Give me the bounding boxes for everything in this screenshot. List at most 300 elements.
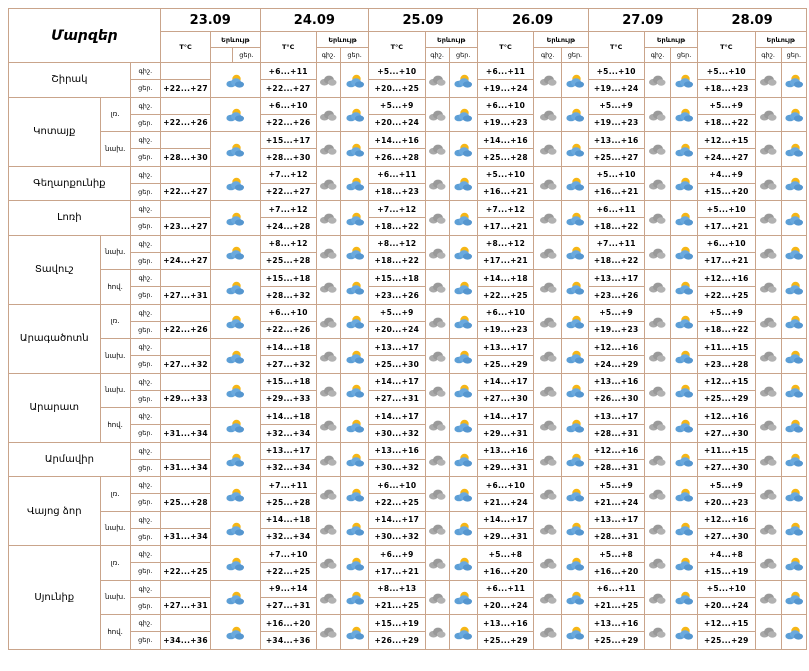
weather-icon-cell bbox=[316, 580, 340, 615]
temperature-cell: +5...+9 bbox=[369, 304, 425, 321]
weather-icon-cell bbox=[644, 442, 670, 477]
cloud-icon bbox=[319, 524, 337, 535]
sun-cloud-icon bbox=[453, 488, 473, 502]
weather-icon-cell bbox=[755, 546, 781, 581]
weather-icon-cell bbox=[425, 304, 449, 339]
night-subheader: գիշ. bbox=[425, 48, 449, 63]
temperature-cell: +5...+10 bbox=[477, 166, 533, 183]
weather-icon-cell bbox=[449, 511, 477, 546]
sun-cloud-icon bbox=[225, 384, 245, 398]
period-label: գիշ. bbox=[130, 373, 160, 390]
period-label: գիշ. bbox=[130, 166, 160, 183]
cloud-icon bbox=[319, 420, 337, 431]
weather-icon-cell bbox=[316, 339, 340, 374]
period-label: ցեր. bbox=[130, 597, 160, 614]
sun-cloud-icon bbox=[784, 74, 804, 88]
date-header: 25.09 bbox=[369, 9, 478, 32]
weather-icon-cell bbox=[755, 166, 781, 201]
temperature-cell: +21...+25 bbox=[588, 597, 644, 614]
temperature-cell: +27...+31 bbox=[160, 597, 210, 614]
sun-cloud-icon bbox=[674, 384, 694, 398]
weather-icon-cell bbox=[671, 373, 698, 408]
temperature-cell: +18...+22 bbox=[369, 218, 425, 235]
sun-cloud-icon bbox=[784, 350, 804, 364]
cloud-icon bbox=[759, 317, 777, 328]
weather-icon-cell bbox=[316, 63, 340, 98]
cloud-icon bbox=[428, 317, 446, 328]
temperature-cell bbox=[160, 615, 210, 632]
temperature-cell: +25...+29 bbox=[477, 632, 533, 649]
temperature-cell: +30...+32 bbox=[369, 425, 425, 442]
cloud-icon bbox=[319, 351, 337, 362]
temperature-cell bbox=[160, 304, 210, 321]
subregion-label: հով. bbox=[100, 270, 130, 305]
weather-icon-cell bbox=[534, 166, 562, 201]
temperature-cell: +9...+14 bbox=[260, 580, 316, 597]
temperature-cell: +28...+30 bbox=[160, 149, 210, 166]
weather-icon-cell bbox=[781, 511, 806, 546]
sun-cloud-icon bbox=[345, 108, 365, 122]
period-label: ցեր. bbox=[130, 80, 160, 97]
sun-cloud-icon bbox=[674, 246, 694, 260]
weather-icon-cell bbox=[644, 408, 670, 443]
sun-cloud-icon bbox=[784, 488, 804, 502]
temperature-cell: +14...+17 bbox=[369, 408, 425, 425]
temperature-cell bbox=[160, 63, 210, 80]
weather-icon-cell bbox=[341, 580, 369, 615]
weather-icon-cell bbox=[449, 442, 477, 477]
cloud-icon bbox=[539, 213, 557, 224]
cloud-icon bbox=[428, 144, 446, 155]
cloud-icon bbox=[759, 179, 777, 190]
temperature-cell: +6...+11 bbox=[477, 580, 533, 597]
weather-icon-cell bbox=[425, 408, 449, 443]
sun-cloud-icon bbox=[565, 246, 585, 260]
weather-icon-cell bbox=[534, 408, 562, 443]
temperature-cell: +5...+9 bbox=[588, 304, 644, 321]
sun-cloud-icon bbox=[225, 143, 245, 157]
temperature-cell: +32...+34 bbox=[260, 528, 316, 545]
weather-icon-cell bbox=[211, 408, 260, 443]
cloud-icon bbox=[319, 317, 337, 328]
temperature-cell: +18...+23 bbox=[698, 80, 755, 97]
cloud-icon bbox=[319, 179, 337, 190]
subregion-label: նախ. bbox=[100, 580, 130, 615]
temperature-cell: +29...+31 bbox=[477, 459, 533, 476]
temperature-cell: +8...+12 bbox=[369, 235, 425, 252]
cloud-icon bbox=[648, 593, 666, 604]
temperature-cell: +5...+8 bbox=[588, 546, 644, 563]
weather-icon-cell bbox=[534, 511, 562, 546]
weather-icon-cell bbox=[671, 270, 698, 305]
temperature-cell: +17...+21 bbox=[369, 563, 425, 580]
temperature-cell: +25...+28 bbox=[260, 252, 316, 269]
cloud-icon bbox=[319, 489, 337, 500]
cloud-icon bbox=[428, 420, 446, 431]
temp-header: T°C bbox=[260, 32, 316, 63]
temperature-cell: +25...+28 bbox=[160, 494, 210, 511]
temperature-cell: +14...+17 bbox=[477, 408, 533, 425]
sun-cloud-icon bbox=[453, 453, 473, 467]
sun-cloud-icon bbox=[674, 453, 694, 467]
weather-icon-cell bbox=[781, 132, 806, 167]
weather-icon-cell bbox=[562, 615, 588, 650]
temperature-cell: +14...+17 bbox=[369, 511, 425, 528]
weather-icon-cell bbox=[644, 201, 670, 236]
weather-icon-cell bbox=[425, 63, 449, 98]
sun-cloud-icon bbox=[345, 591, 365, 605]
temperature-cell: +12...+15 bbox=[698, 132, 755, 149]
period-label: ցեր. bbox=[130, 494, 160, 511]
temperature-cell bbox=[160, 373, 210, 390]
weather-icon-cell bbox=[316, 477, 340, 512]
weather-icon-cell bbox=[341, 615, 369, 650]
night-subheader: գիշ. bbox=[534, 48, 562, 63]
cloud-icon bbox=[759, 627, 777, 638]
subregion-label: հով. bbox=[100, 615, 130, 650]
temperature-cell bbox=[160, 511, 210, 528]
temperature-cell: +14...+18 bbox=[260, 511, 316, 528]
weather-icon-cell bbox=[562, 339, 588, 374]
weather-icon-cell bbox=[449, 546, 477, 581]
sun-cloud-icon bbox=[565, 74, 585, 88]
temperature-cell: +6...+10 bbox=[260, 304, 316, 321]
temperature-cell: +12...+16 bbox=[698, 408, 755, 425]
temperature-cell: +24...+27 bbox=[698, 149, 755, 166]
period-label: ցեր. bbox=[130, 149, 160, 166]
period-label: ցեր. bbox=[130, 356, 160, 373]
weather-icon-cell bbox=[341, 270, 369, 305]
table-row bbox=[9, 166, 807, 183]
weather-icon-cell bbox=[755, 132, 781, 167]
temperature-cell: +27...+30 bbox=[477, 390, 533, 407]
sun-cloud-icon bbox=[453, 350, 473, 364]
cloud-icon bbox=[539, 144, 557, 155]
table-row bbox=[9, 408, 807, 425]
period-label: գիշ. bbox=[130, 339, 160, 356]
sun-cloud-icon bbox=[345, 384, 365, 398]
temperature-cell: +23...+27 bbox=[160, 218, 210, 235]
temperature-cell: +19...+23 bbox=[477, 321, 533, 338]
weather-icon-cell bbox=[644, 235, 670, 270]
weather-icon-cell bbox=[316, 511, 340, 546]
period-label: գիշ. bbox=[130, 408, 160, 425]
cloud-icon bbox=[539, 455, 557, 466]
sun-cloud-icon bbox=[565, 557, 585, 571]
weather-icon-cell bbox=[644, 63, 670, 98]
temperature-cell: +5...+10 bbox=[698, 580, 755, 597]
temperature-cell: +22...+27 bbox=[160, 183, 210, 200]
weather-icon-cell bbox=[562, 511, 588, 546]
weather-icon-cell bbox=[341, 373, 369, 408]
cloud-icon bbox=[319, 558, 337, 569]
period-label: գիշ. bbox=[130, 201, 160, 218]
sun-cloud-icon bbox=[674, 315, 694, 329]
sun-cloud-icon bbox=[225, 557, 245, 571]
temperature-cell: +15...+20 bbox=[698, 183, 755, 200]
region-name: Շիրակ bbox=[9, 63, 131, 98]
temperature-cell: +22...+25 bbox=[369, 494, 425, 511]
temperature-cell: +12...+16 bbox=[698, 511, 755, 528]
weather-icon-cell bbox=[755, 235, 781, 270]
weather-icon-cell bbox=[316, 201, 340, 236]
cloud-icon bbox=[759, 144, 777, 155]
sun-cloud-icon bbox=[345, 281, 365, 295]
cloud-icon bbox=[759, 420, 777, 431]
weather-icon-cell bbox=[341, 166, 369, 201]
temperature-cell: +25...+29 bbox=[698, 390, 755, 407]
weather-icon-cell bbox=[562, 442, 588, 477]
temperature-cell: +20...+23 bbox=[698, 494, 755, 511]
weather-icon-cell bbox=[562, 97, 588, 132]
temperature-cell: +19...+23 bbox=[477, 114, 533, 131]
weather-icon-cell bbox=[781, 235, 806, 270]
sun-cloud-icon bbox=[565, 108, 585, 122]
weather-icon-cell bbox=[644, 132, 670, 167]
sun-cloud-icon bbox=[565, 522, 585, 536]
weather-icon-cell bbox=[449, 339, 477, 374]
region-name: Վայոց ձոր bbox=[9, 477, 101, 546]
temperature-cell: +22...+25 bbox=[160, 563, 210, 580]
weather-icon-cell bbox=[671, 132, 698, 167]
cloud-icon bbox=[428, 110, 446, 121]
period-label: ցեր. bbox=[130, 425, 160, 442]
temperature-cell bbox=[160, 235, 210, 252]
temperature-cell: +27...+30 bbox=[698, 459, 755, 476]
temperature-cell: +30...+32 bbox=[369, 459, 425, 476]
sun-cloud-icon bbox=[784, 384, 804, 398]
temperature-cell: +8...+12 bbox=[260, 235, 316, 252]
temperature-cell: +12...+15 bbox=[698, 373, 755, 390]
sun-cloud-icon bbox=[784, 453, 804, 467]
temperature-cell: +17...+21 bbox=[477, 252, 533, 269]
temperature-cell bbox=[160, 408, 210, 425]
cloud-icon bbox=[759, 558, 777, 569]
weather-icon-cell bbox=[644, 580, 670, 615]
weather-icon-cell bbox=[781, 304, 806, 339]
temperature-cell: +7...+12 bbox=[260, 166, 316, 183]
weather-icon-cell bbox=[425, 97, 449, 132]
weather-icon-cell bbox=[425, 615, 449, 650]
cloud-icon bbox=[428, 386, 446, 397]
sun-cloud-icon bbox=[225, 350, 245, 364]
sun-cloud-icon bbox=[565, 281, 585, 295]
subregion-label: նախ. bbox=[100, 339, 130, 374]
cloud-icon bbox=[319, 213, 337, 224]
weather-icon-cell bbox=[534, 580, 562, 615]
cloud-icon bbox=[648, 627, 666, 638]
temperature-cell: +23...+26 bbox=[369, 287, 425, 304]
weather-icon-cell bbox=[425, 166, 449, 201]
weather-icon-cell bbox=[425, 132, 449, 167]
weather-icon-cell bbox=[644, 270, 670, 305]
weather-icon-cell bbox=[781, 373, 806, 408]
sun-cloud-icon bbox=[784, 315, 804, 329]
temperature-cell: +20...+24 bbox=[369, 114, 425, 131]
temperature-cell: +14...+17 bbox=[477, 373, 533, 390]
cloud-icon bbox=[759, 489, 777, 500]
temperature-cell: +26...+28 bbox=[369, 149, 425, 166]
cloud-icon bbox=[539, 386, 557, 397]
temperature-cell: +27...+31 bbox=[260, 597, 316, 614]
sun-cloud-icon bbox=[225, 488, 245, 502]
cloud-icon bbox=[428, 248, 446, 259]
temperature-cell: +25...+29 bbox=[588, 632, 644, 649]
sun-cloud-icon bbox=[565, 453, 585, 467]
table-row bbox=[9, 270, 807, 287]
weather-icon-cell bbox=[781, 546, 806, 581]
cloud-icon bbox=[648, 524, 666, 535]
sun-cloud-icon bbox=[784, 281, 804, 295]
cloud-icon bbox=[319, 144, 337, 155]
temperature-cell: +6...+11 bbox=[588, 580, 644, 597]
sun-cloud-icon bbox=[674, 108, 694, 122]
sun-cloud-icon bbox=[784, 626, 804, 640]
sun-cloud-icon bbox=[674, 74, 694, 88]
weather-icon-cell bbox=[644, 511, 670, 546]
cloud-icon bbox=[428, 179, 446, 190]
temperature-cell: +14...+18 bbox=[260, 408, 316, 425]
cloud-icon bbox=[648, 144, 666, 155]
sun-cloud-icon bbox=[674, 557, 694, 571]
period-label: ցեր. bbox=[130, 287, 160, 304]
weather-icon-cell bbox=[755, 201, 781, 236]
temperature-cell: +32...+34 bbox=[260, 459, 316, 476]
sun-cloud-icon bbox=[345, 143, 365, 157]
temperature-cell: +5...+10 bbox=[369, 63, 425, 80]
night-subheader: գիշ. bbox=[316, 48, 340, 63]
weather-icon-cell bbox=[316, 408, 340, 443]
region-name: Գեղարքունիք bbox=[9, 166, 131, 201]
weather-icon-cell bbox=[644, 339, 670, 374]
weather-icon-cell bbox=[671, 201, 698, 236]
table-row bbox=[9, 442, 807, 459]
temp-header: T°C bbox=[588, 32, 644, 63]
night-subheader: գիշ. bbox=[644, 48, 670, 63]
phen-header: Երևույթ bbox=[211, 32, 260, 48]
temperature-cell: +13...+17 bbox=[369, 339, 425, 356]
sun-cloud-icon bbox=[345, 522, 365, 536]
temperature-cell: +5...+9 bbox=[588, 97, 644, 114]
temperature-cell bbox=[160, 201, 210, 218]
temperature-cell: +22...+25 bbox=[260, 563, 316, 580]
date-header: 28.09 bbox=[698, 9, 807, 32]
temperature-cell bbox=[160, 166, 210, 183]
temperature-cell: +15...+18 bbox=[260, 373, 316, 390]
sun-cloud-icon bbox=[225, 281, 245, 295]
temperature-cell: +6...+11 bbox=[369, 166, 425, 183]
sun-cloud-icon bbox=[345, 177, 365, 191]
sun-cloud-icon bbox=[565, 626, 585, 640]
period-label: գիշ. bbox=[130, 615, 160, 632]
cloud-icon bbox=[428, 593, 446, 604]
weather-icon-cell bbox=[425, 511, 449, 546]
table-row bbox=[9, 132, 807, 149]
weather-icon-cell bbox=[755, 97, 781, 132]
sun-cloud-icon bbox=[674, 591, 694, 605]
period-label: գիշ. bbox=[130, 477, 160, 494]
sun-cloud-icon bbox=[674, 143, 694, 157]
period-label: գիշ. bbox=[130, 511, 160, 528]
date-header: 27.09 bbox=[588, 9, 698, 32]
region-name: Արարատ bbox=[9, 373, 101, 442]
temperature-cell: +5...+9 bbox=[698, 304, 755, 321]
weather-icon-cell bbox=[211, 132, 260, 167]
temperature-cell: +6...+10 bbox=[698, 235, 755, 252]
weather-icon-cell bbox=[534, 546, 562, 581]
sun-cloud-icon bbox=[565, 315, 585, 329]
temperature-cell: +6...+10 bbox=[477, 477, 533, 494]
temperature-cell bbox=[160, 97, 210, 114]
temperature-cell: +22...+27 bbox=[160, 80, 210, 97]
weather-icon-cell bbox=[534, 442, 562, 477]
table-row bbox=[9, 580, 807, 597]
weather-icon-cell bbox=[671, 97, 698, 132]
sun-cloud-icon bbox=[784, 246, 804, 260]
cloud-icon bbox=[428, 213, 446, 224]
temperature-cell: +23...+28 bbox=[698, 356, 755, 373]
cloud-icon bbox=[648, 455, 666, 466]
weather-icon-cell bbox=[341, 97, 369, 132]
cloud-icon bbox=[648, 386, 666, 397]
temperature-cell: +31...+34 bbox=[160, 425, 210, 442]
cloud-icon bbox=[648, 420, 666, 431]
temperature-cell: +22...+26 bbox=[160, 321, 210, 338]
table-row bbox=[9, 511, 807, 528]
temperature-cell: +8...+13 bbox=[369, 580, 425, 597]
weather-icon-cell bbox=[755, 408, 781, 443]
weather-icon-cell bbox=[211, 235, 260, 270]
period-label: ցեր. bbox=[130, 390, 160, 407]
table-row bbox=[9, 97, 807, 114]
table-row bbox=[9, 201, 807, 218]
weather-icon-cell bbox=[341, 201, 369, 236]
period-label: գիշ. bbox=[130, 97, 160, 114]
weather-icon-cell bbox=[341, 235, 369, 270]
cloud-icon bbox=[428, 75, 446, 86]
temperature-cell: +6...+10 bbox=[477, 304, 533, 321]
temperature-cell: +13...+17 bbox=[588, 511, 644, 528]
weather-icon-cell bbox=[449, 63, 477, 98]
temperature-cell: +5...+9 bbox=[369, 97, 425, 114]
period-label: ցեր. bbox=[130, 528, 160, 545]
weather-icon-cell bbox=[449, 270, 477, 305]
table-row bbox=[9, 304, 807, 321]
weather-icon-cell bbox=[562, 408, 588, 443]
sun-cloud-icon bbox=[225, 74, 245, 88]
sun-cloud-icon bbox=[784, 108, 804, 122]
temperature-cell bbox=[160, 546, 210, 563]
weather-icon-cell bbox=[644, 546, 670, 581]
temperature-cell: +17...+21 bbox=[698, 252, 755, 269]
cloud-icon bbox=[648, 75, 666, 86]
weather-icon-cell bbox=[449, 615, 477, 650]
weather-icon-cell bbox=[534, 270, 562, 305]
temperature-cell: +26...+30 bbox=[588, 390, 644, 407]
sun-cloud-icon bbox=[453, 522, 473, 536]
sun-cloud-icon bbox=[784, 557, 804, 571]
temperature-cell: +11...+15 bbox=[698, 442, 755, 459]
table-row bbox=[9, 63, 807, 80]
subregion-label: լռ. bbox=[100, 304, 130, 339]
day-subheader: ցեր. bbox=[341, 48, 369, 63]
weather-icon-cell bbox=[534, 373, 562, 408]
period-label: գիշ. bbox=[130, 442, 160, 459]
weather-icon-cell bbox=[781, 580, 806, 615]
weather-icon-cell bbox=[781, 166, 806, 201]
temperature-cell: +19...+23 bbox=[588, 114, 644, 131]
forecast-table bbox=[8, 8, 807, 650]
